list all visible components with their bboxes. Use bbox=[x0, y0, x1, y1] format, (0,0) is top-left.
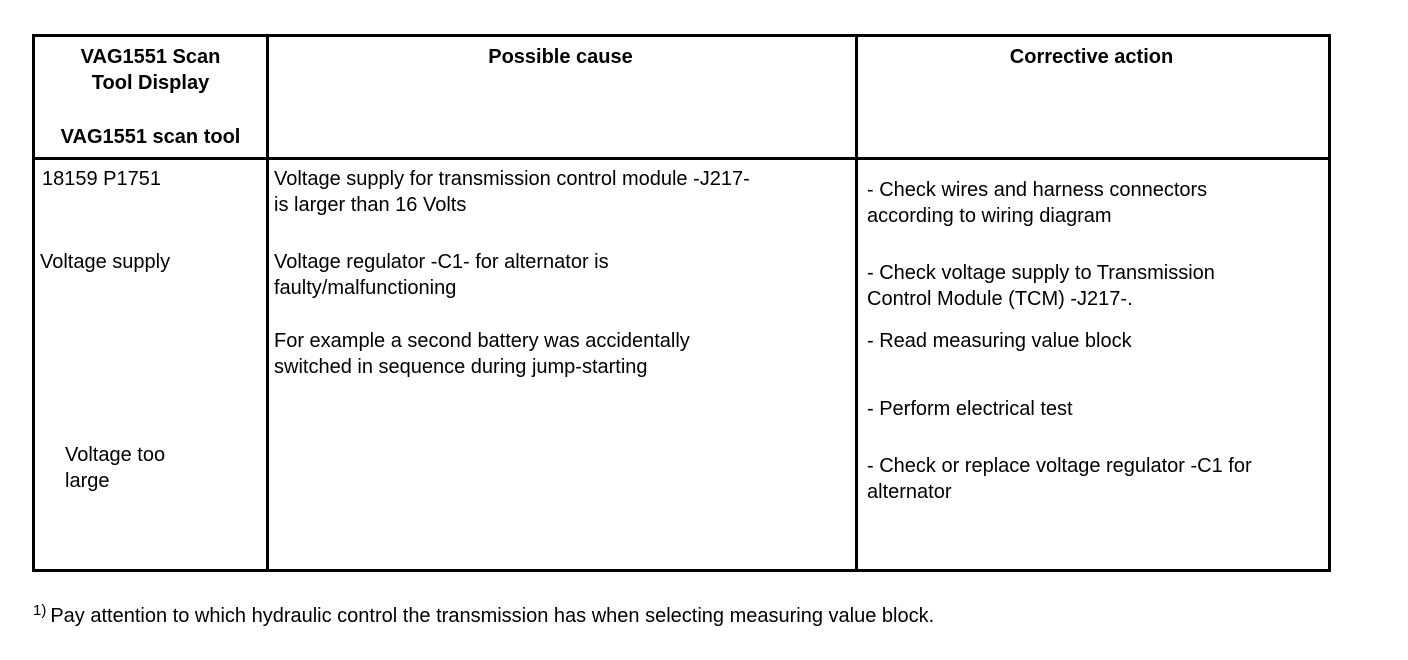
header-scan-tool-display-line1: VAG1551 Scan bbox=[80, 46, 221, 68]
cause-2-line1: Voltage regulator -C1- for alternator is bbox=[274, 251, 609, 273]
header-corrective-action: Corrective action bbox=[1009, 46, 1174, 68]
header-divider bbox=[35, 157, 1328, 160]
fault-code: 18159 P1751 bbox=[42, 168, 162, 190]
diagnostic-table bbox=[32, 34, 1331, 572]
footnote bbox=[33, 598, 934, 629]
action-1-line2: according to wiring diagram bbox=[867, 205, 1112, 227]
action-2-line1: - Check voltage supply to Transmission bbox=[867, 262, 1215, 284]
column-divider bbox=[266, 37, 269, 569]
footnote-marker: 1) bbox=[33, 602, 47, 619]
cause-3-line2: switched in sequence during jump-starting bbox=[274, 356, 648, 378]
footnote-text: Pay attention to which hydraulic control the transmission has when selecting measuring value block. bbox=[50, 605, 935, 627]
fault-detail-line2: large bbox=[65, 470, 110, 492]
fault-detail-line1: Voltage too bbox=[65, 444, 166, 466]
cause-1-line1: Voltage supply for transmission control module -J217- bbox=[274, 168, 750, 190]
column-divider bbox=[855, 37, 858, 569]
header-scan-tool-line3: VAG1551 scan tool bbox=[60, 126, 241, 148]
fault-label: Voltage supply bbox=[40, 251, 171, 273]
action-3-line1: - Read measuring value block bbox=[867, 330, 1132, 352]
cause-2-line2: faulty/malfunctioning bbox=[274, 277, 457, 299]
header-scan-tool-display-line2: Tool Display bbox=[91, 72, 210, 94]
action-5-line1: - Check or replace voltage regulator -C1 for bbox=[867, 455, 1252, 477]
action-2-line2: Control Module (TCM) -J217-. bbox=[867, 288, 1133, 310]
action-1-line1: - Check wires and harness connectors bbox=[867, 179, 1208, 201]
action-4-line1: - Perform electrical test bbox=[867, 398, 1073, 420]
cause-3-line1: For example a second battery was accidentally bbox=[274, 330, 690, 352]
action-5-line2: alternator bbox=[867, 481, 952, 503]
header-possible-cause: Possible cause bbox=[488, 46, 633, 68]
cause-1-line2: is larger than 16 Volts bbox=[274, 194, 467, 216]
